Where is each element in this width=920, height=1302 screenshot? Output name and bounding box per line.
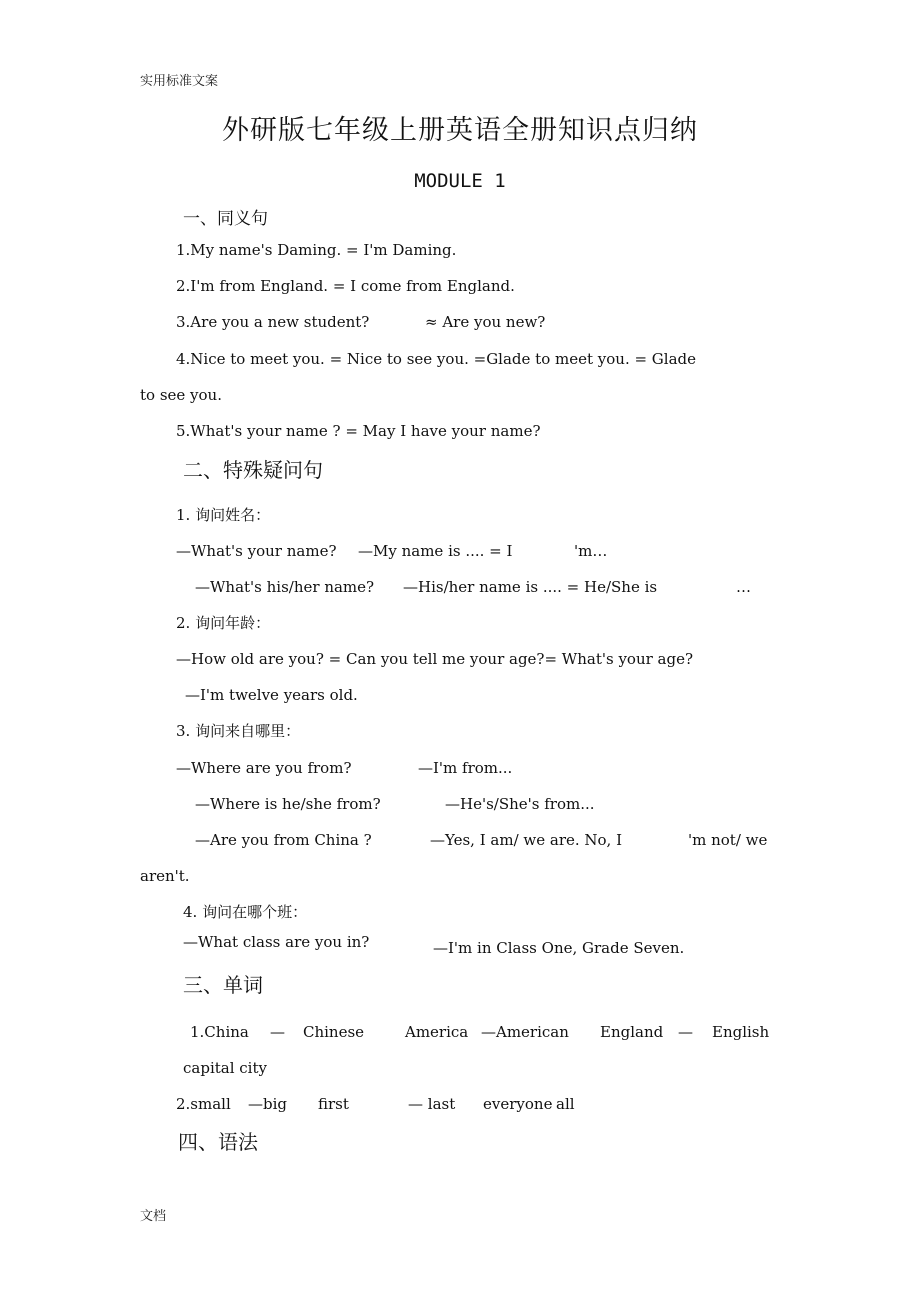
q4-line-1b: —I'm in Class One, Grade Seven.	[433, 939, 685, 957]
q3-line-2b: —He's/She's from...	[445, 795, 595, 813]
vocab-row1-item-3: Chinese	[303, 1023, 365, 1041]
q1-line-2b: —His/her name is .... = He/She is	[403, 578, 658, 596]
section-heading-synonyms: 一、同义句	[183, 209, 268, 229]
synonym-line-3-right: ≈ Are you new?	[425, 313, 546, 331]
vocab-row1-item-7: —	[678, 1023, 693, 1041]
page-header: 实用标准文案	[140, 74, 219, 89]
q1-line-2a: —What's his/her name?	[195, 578, 375, 596]
section-heading-grammar: 四、语法	[178, 1130, 258, 1154]
page-footer: 文档	[140, 1209, 167, 1224]
synonym-line-1: 1.My name's Daming. = I'm Daming.	[176, 241, 457, 259]
vocab-row1-item-8: English	[712, 1023, 770, 1041]
q3-line-3a: —Are you from China ?	[195, 831, 372, 849]
synonym-line-3: 3.Are you a new student?	[176, 313, 370, 331]
q3-line-2a: —Where is he/she from?	[195, 795, 381, 813]
section-heading-wh-questions: 二、特殊疑问句	[183, 458, 323, 482]
q1-line-1c: 'm…	[574, 542, 608, 560]
q2-line-2: —I'm twelve years old.	[185, 686, 358, 704]
q1-label: 1. 询问姓名：	[176, 506, 271, 524]
q3-line-3b: —Yes, I am/ we are. No, I	[430, 831, 623, 849]
q3-line-1b: —I'm from...	[418, 759, 513, 777]
q3-line-3c: 'm not/ we	[688, 831, 768, 849]
synonym-line-4-cont: to see you.	[140, 386, 222, 404]
vocab-row1-item-1: 1.China	[190, 1023, 249, 1041]
q3-line-1a: —Where are you from?	[176, 759, 352, 777]
section-heading-vocabulary: 三、单词	[183, 973, 263, 997]
vocab-row2-item-2: —big	[248, 1095, 288, 1113]
vocab-row2-item-3: first	[318, 1095, 349, 1113]
module-heading: MODULE 1	[414, 170, 506, 192]
q2-line-1: —How old are you? = Can you tell me your age?= What's your age?	[176, 650, 694, 668]
synonym-line-5: 5.What's your name ? = May I have your name?	[176, 422, 541, 440]
vocab-row2-item-1: 2.small	[176, 1095, 231, 1113]
q3-label: 3. 询问来自哪里：	[176, 722, 301, 740]
q1-line-1b: —My name is .... = I	[358, 542, 513, 560]
vocab-row1-continued: capital city	[183, 1059, 267, 1077]
vocab-row1-item-2: —	[270, 1023, 285, 1041]
vocab-row2-item-6: all	[556, 1095, 575, 1113]
vocab-row2-item-4: — last	[408, 1095, 456, 1113]
q1-line-1a: —What's your name?	[176, 542, 337, 560]
vocab-row1-item-6: England	[600, 1023, 664, 1041]
synonym-line-2: 2.I'm from England. = I come from England.	[176, 277, 515, 295]
q4-line-1a: —What class are you in?	[183, 933, 370, 951]
vocab-row1-item-4: America	[405, 1023, 469, 1041]
q2-label: 2. 询问年龄：	[176, 614, 271, 632]
q4-label: 4. 询问在哪个班：	[183, 903, 308, 921]
q3-line-4: aren't.	[140, 867, 190, 885]
synonym-line-4: 4.Nice to meet you. = Nice to see you. =Glade to meet you. = Glade	[176, 350, 697, 368]
vocab-row1-item-5: —American	[481, 1023, 569, 1041]
document-title: 外研版七年级上册英语全册知识点归纳	[222, 115, 698, 146]
q1-line-2c: …	[736, 578, 751, 596]
vocab-row2-item-5: everyone	[483, 1095, 553, 1113]
